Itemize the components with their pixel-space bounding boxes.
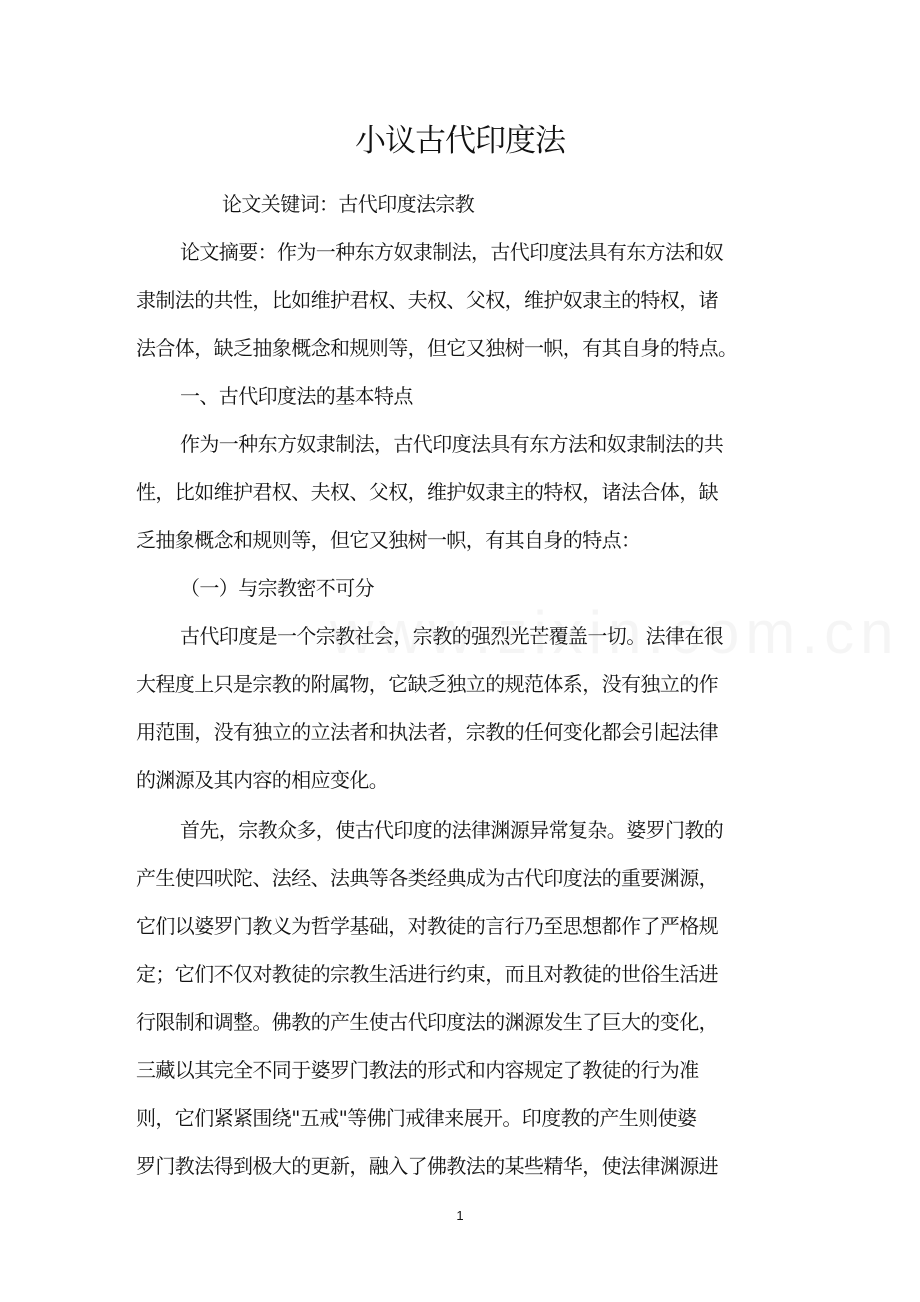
text-line: 定；它们不仅对教徒的宗教生活进行约束，而且对教徒的世俗生活进 — [136, 962, 718, 986]
text-line: 它们以婆罗门教义为哲学基础，对教徒的言行乃至思想都作了严格规 — [136, 914, 718, 938]
text-line: 论文关键词：古代印度法宗教 — [222, 192, 475, 216]
text-line: 隶制法的共性，比如维护君权、夫权、父权，维护奴隶主的特权，诸 — [136, 288, 718, 312]
page-number: 1 — [456, 1208, 464, 1223]
text-line: 首先，宗教众多，使古代印度的法律渊源异常复杂。婆罗门教的 — [180, 818, 724, 842]
text-line: 作为一种东方奴隶制法，古代印度法具有东方法和奴隶制法的共 — [180, 432, 724, 456]
text-line: 性，比如维护君权、夫权、父权，维护奴隶主的特权，诸法合体，缺 — [136, 480, 718, 504]
text-line: 三藏以其完全不同于婆罗门教法的形式和内容规定了教徒的行为准 — [136, 1058, 699, 1082]
text-line: 则，它们紧紧围绕"五戒"等佛门戒律来展开。印度教的产生则使婆 — [136, 1106, 697, 1130]
text-line: 法合体，缺乏抽象概念和规则等，但它又独树一帜，有其自身的特点。 — [136, 336, 738, 360]
text-line: 的渊源及其内容的相应变化。 — [136, 768, 389, 792]
document-title: 小议古代印度法 — [355, 122, 565, 159]
text-line: 古代印度是一个宗教社会，宗教的强烈光芒覆盖一切。法律在很 — [180, 624, 724, 648]
text-line: 论文摘要：作为一种东方奴隶制法，古代印度法具有东方法和奴 — [180, 240, 724, 264]
text-line: （一）与宗教密不可分 — [180, 576, 374, 600]
text-line: 行限制和调整。佛教的产生使古代印度法的渊源发生了巨大的变化， — [136, 1010, 718, 1034]
text-line: 罗门教法得到极大的更新，融入了佛教法的某些精华，使法律渊源进 — [136, 1154, 718, 1178]
text-line: 产生使四吠陀、法经、法典等各类经典成为古代印度法的重要渊源， — [136, 866, 718, 890]
text-line: 用范围，没有独立的立法者和执法者，宗教的任何变化都会引起法律 — [136, 720, 718, 744]
text-line: 乏抽象概念和规则等，但它又独树一帜，有其自身的特点： — [136, 528, 641, 552]
text-line: 一、古代印度法的基本特点 — [180, 384, 413, 408]
text-line: 大程度上只是宗教的附属物，它缺乏独立的规范体系，没有独立的作 — [136, 672, 718, 696]
